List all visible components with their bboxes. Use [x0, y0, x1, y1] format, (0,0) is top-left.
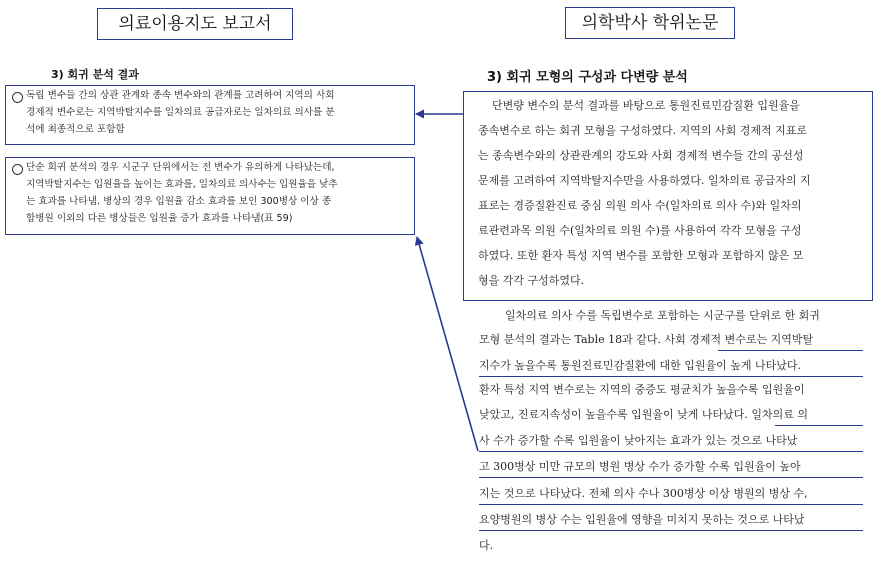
- highlight-underline: [718, 350, 863, 351]
- paragraph-line: 고 300병상 미만 규모의 병원 병상 수가 증가할 수록 입원율이 높아: [479, 460, 801, 473]
- paragraph-line: 다.: [479, 539, 494, 552]
- text-line: 독립 변수들 간의 상관 관계와 종속 변수와의 관계를 고려하여 지역의 사회: [26, 90, 335, 101]
- left-section-heading: 3) 회귀 분석 결과: [51, 68, 139, 81]
- text-line: 하였다. 또한 환자 특성 지역 변수를 포함한 모형과 포함하지 않은 모: [478, 249, 804, 262]
- highlight-underline: [479, 530, 863, 531]
- paragraph-line: 요양병원의 병상 수는 입원율에 영향을 미치지 못하는 것으로 나타났: [479, 513, 805, 526]
- text-line: 문제를 고려하여 지역박탈지수만을 사용하였다. 일차의료 공급자의 지: [478, 174, 811, 187]
- paragraph-line: 일차의료 의사 수를 독립변수로 포함하는 시군구를 단위로 한 회귀: [505, 309, 820, 322]
- text-line: 형을 각각 구성하였다.: [478, 274, 585, 287]
- text-line: 는 종속변수와의 상관관계의 강도와 사회 경제적 변수들 간의 공선성: [478, 149, 804, 162]
- highlight-underline: [479, 504, 863, 505]
- left-document-title: 의료이용지도 보고서: [97, 8, 293, 40]
- highlight-underline: [775, 425, 863, 426]
- text-line: 표로는 경증질환진료 중심 의원 의사 수(일차의료 의사 수)와 일차의: [478, 199, 802, 212]
- paragraph-line: 지수가 높을수록 통원진료민감질환에 대한 입원율이 높게 나타났다.: [479, 359, 802, 372]
- text-line: 료관련과목 의원 수(일차의료 의원 수)를 사용하여 각각 모형을 구성: [478, 224, 802, 237]
- right-section-heading: 3) 회귀 모형의 구성과 다변량 분석: [487, 70, 688, 85]
- paragraph-line: 사 수가 증가할 수록 입원율이 낮아지는 효과가 있는 것으로 나타났: [479, 434, 798, 447]
- left-summary-box-1: [5, 85, 415, 145]
- circle-bullet-icon: [12, 92, 23, 103]
- left-summary-box-2: [5, 157, 415, 235]
- text-line: 경제적 변수로는 지역박탈지수를 일차의료 공급자로는 일차의료 의사를 분: [26, 107, 335, 118]
- paragraph-line: 환자 특성 지역 변수로는 지역의 중증도 평균치가 높을수록 입원율이: [479, 383, 805, 396]
- circle-bullet-icon: [12, 164, 23, 175]
- paragraph-line: 낮았고, 진료지속성이 높을수록 입원율이 낮게 나타났다. 일차의료 의: [479, 408, 808, 421]
- text-line: 단변량 변수의 분석 결과를 바탕으로 통원진료민감질환 입원율을: [492, 99, 800, 112]
- text-line: 지역박탈지수는 입원율을 높이는 효과를, 일차의료 의사수는 입원율을 낮추: [26, 179, 338, 190]
- highlight-underline: [479, 451, 863, 452]
- highlight-underline: [479, 376, 863, 377]
- text-line: 는 효과를 나타냄. 병상의 경우 입원율 감소 효과를 보인 300병상 이상 종: [26, 196, 332, 207]
- paragraph-line: 지는 것으로 나타났다. 전체 의사 수나 300병상 이상 병원의 병상 수,: [479, 487, 808, 500]
- text-line: 단순 회귀 분석의 경우 시군구 단위에서는 전 변수가 유의하게 나타났는데,: [26, 162, 335, 173]
- text-line: 종속변수로 하는 회귀 모형을 구성하였다. 지역의 사회 경제적 지표로: [478, 124, 807, 137]
- paragraph-line: 모형 분석의 결과는 Table 18과 같다. 사회 경제적 변수로는 지역박탈: [479, 333, 814, 346]
- right-method-box: [463, 91, 873, 301]
- highlight-underline: [479, 477, 863, 478]
- right-document-title: 의학박사 학위논문: [565, 7, 735, 39]
- text-line: 석에 최종적으로 포함함: [26, 124, 125, 135]
- text-line: 합병원 이외의 다른 병상들은 입원율 증가 효과를 나타냄(표 59): [26, 213, 293, 224]
